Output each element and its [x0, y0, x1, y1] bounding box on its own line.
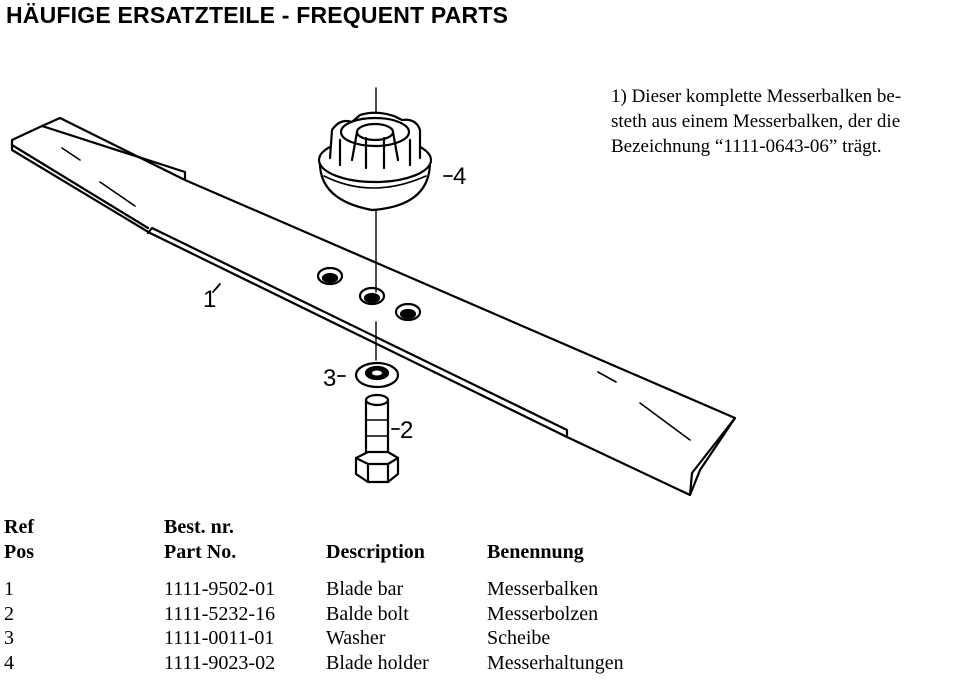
table-header-cell: Benennung	[487, 541, 584, 563]
table-cell: 1	[4, 578, 14, 600]
callout-4: 4	[453, 163, 467, 190]
table-header-cell: Part No.	[164, 541, 237, 563]
callout-2: 2	[400, 417, 414, 444]
table-cell: Messerhaltungen	[487, 651, 624, 674]
table-cell: 3	[4, 627, 14, 649]
table-cell: Messerbolzen	[487, 602, 599, 625]
table-header-cell	[326, 515, 487, 540]
table-header-cell: Pos	[4, 541, 34, 563]
callout-1: 1	[203, 286, 217, 313]
blade-holder-drawing	[319, 113, 431, 210]
table-cell: 4	[4, 651, 14, 674]
table-row	[4, 577, 657, 602]
table-cell: 2	[4, 602, 14, 625]
footnote-line: steth aus einem Messerbalken, der die	[611, 111, 901, 132]
parts-table	[4, 515, 657, 675]
footnote-line: 1) Dieser komplette Messerbalken be-	[611, 86, 902, 107]
washer-drawing	[356, 363, 398, 387]
table-header-row	[4, 515, 657, 540]
table-header-cell: Best. nr.	[164, 516, 234, 538]
table-header-row	[4, 540, 657, 565]
table-row	[4, 602, 657, 627]
table-cell: 1111-9023-02	[164, 651, 276, 674]
table-cell: Blade bar	[326, 578, 404, 600]
callout-3: 3	[323, 365, 337, 392]
table-cell: Messerbalken	[487, 578, 599, 600]
bolt-drawing	[356, 395, 398, 482]
table-cell: Balde bolt	[326, 602, 409, 625]
table-header-cell: Ref	[4, 516, 34, 538]
table-cell: 1111-5232-16	[164, 602, 276, 625]
footnote-line: Bezeichnung “1111-0643-06” trägt.	[611, 136, 882, 157]
page-title: HÄUFIGE ERSATZTEILE - FREQUENT PARTS	[6, 2, 509, 28]
table-cell: Washer	[326, 627, 386, 649]
table-header-cell	[487, 515, 657, 540]
table-row	[4, 651, 657, 676]
table-row	[4, 626, 657, 651]
table-cell: 1111-9502-01	[164, 578, 276, 600]
table-cell: 1111-0011-01	[164, 627, 275, 649]
table-cell: Scheibe	[487, 627, 551, 649]
table-header-cell: Description	[326, 541, 425, 563]
table-cell: Blade holder	[326, 651, 429, 674]
